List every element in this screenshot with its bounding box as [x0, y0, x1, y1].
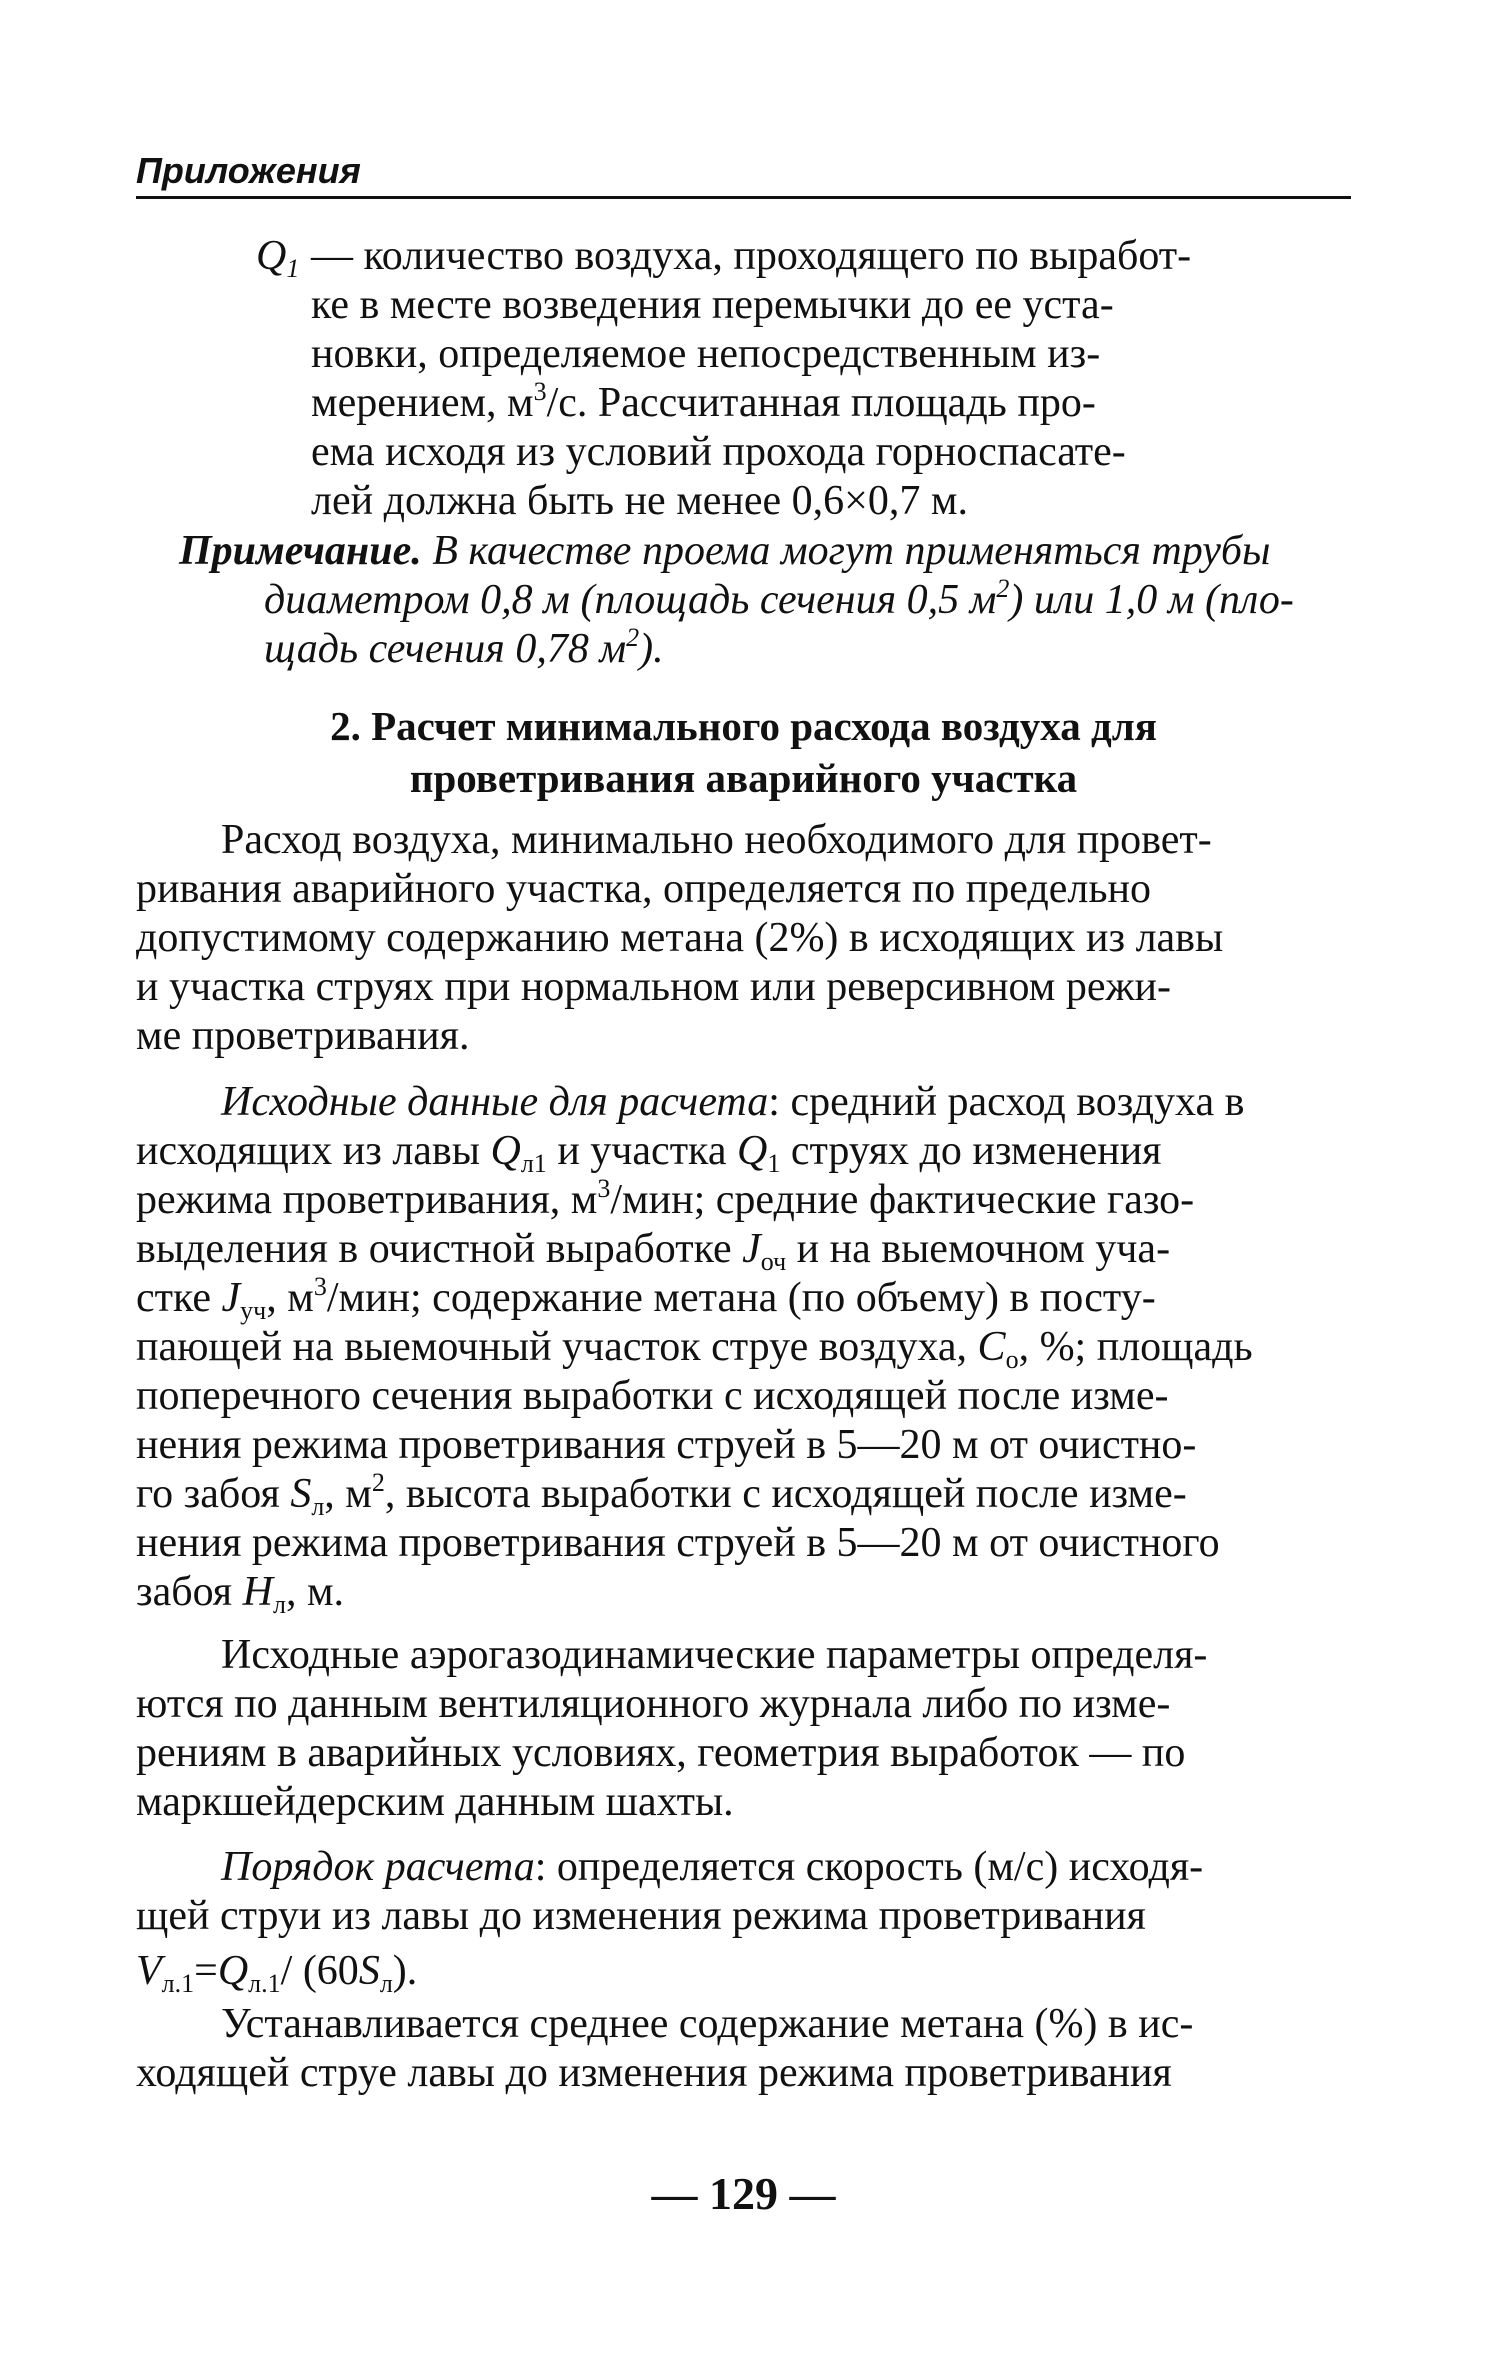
formula: $V_{л.1}=Q_{л.1}/$ $(60S_л)$. [136, 1948, 418, 1998]
book-page [136, 0, 1351, 2362]
page-number: — 129 — [651, 2168, 836, 2219]
paragraph-input-data: Исходные данные для расчета: средний расход воздуха в исходящих из лавы $Q_{л1}$ и участка $Q_1$ струях до изменения режима проветривания, $м^3$/мин; средние фактические газо- выделения в очистной выработке $J_{оч}$ и на выемочном уча- стке $J_{уч}$, $м^3$/мин; содержание метана (по объему) в посту- пающей на выемочный участок струе воздуха, $C_о$, %; площадь поперечного сечения выработки с исходящей после изме- нения режима проветривания струей в 5—20 м от очистно- го забоя $S_л$, $м^2$, высота выработки с исходящей после изме- нения режима проветривания струей в 5—20 м от очистного забоя $H_л$, м. [136, 1079, 1253, 1619]
paragraph: Расход воздуха, минимально необходимого для провет- ривания аварийного участка, определяется по предельно допустимому содержанию метана (2%) в исходящих из лавы и участка струях при нормальном или реверсивном режи- ме проветривания. [136, 817, 1224, 1059]
def-line: мерением, $м^3/с$. Рассчитанная площадь про- [311, 377, 1096, 426]
note-line: диаметром 0,8 м (площадь сечения 0,5 $м^2$) или 1,0 м (пло- [264, 574, 1294, 623]
def-line: лей должна быть не менее 0,6×0,7 м. [311, 478, 968, 524]
def-line: новки, определяемое непосредственным из- [311, 331, 1101, 377]
definition-text [311, 232, 1351, 526]
def-line: ема исходя из условий прохода горноспасате- [311, 429, 1126, 475]
note-block [179, 527, 1351, 674]
paragraph-procedure: Порядок расчета: определяется скорость (м/с) исходя- щей струи из лавы до изменения режима проветривания [136, 1844, 1204, 1939]
paragraph: Устанавливается среднее содержание метана (%) в ис- ходящей струе лавы до изменения режима проветривания [136, 2001, 1194, 2096]
header-rule [136, 196, 1351, 199]
section-heading: 2. Расчет минимального расхода воздуха для проветривания аварийного участка [330, 703, 1157, 801]
running-header: Приложения [136, 150, 361, 191]
note-label: Примечание. [179, 528, 422, 574]
definition-symbol: $Q_1$ [256, 233, 300, 283]
note-line: щадь сечения 0,78 $м^2$). [264, 623, 664, 672]
note-line: Примечание. В качестве проема могут применяться трубы [179, 528, 1271, 574]
paragraph: Исходные аэрогазодинамические параметры определя- ются по данным вентиляционного журнала либо по изме- рениям в аварийных условиях, геометрия выработок — по маркшейдерским данным шахты. [136, 1632, 1208, 1825]
def-line: ке в месте возведения перемычки до ее уста- [311, 282, 1114, 328]
def-line: — количество воздуха, проходящего по выработ- [311, 233, 1192, 279]
